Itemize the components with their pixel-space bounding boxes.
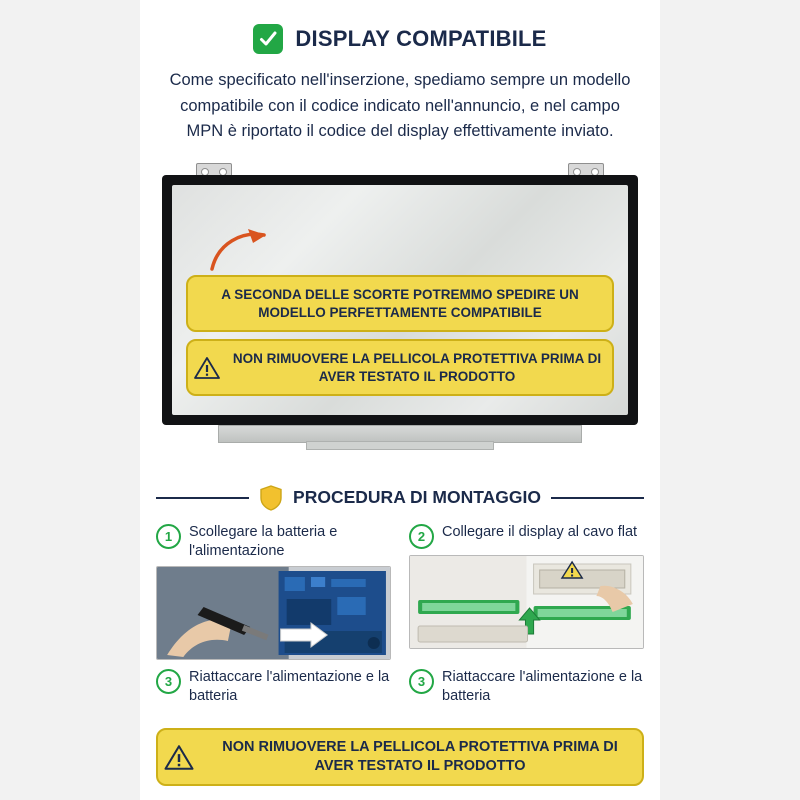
- divider-right: [551, 497, 644, 499]
- display-panel-illustration: [156, 163, 644, 463]
- page-title: DISPLAY COMPATIBILE: [295, 26, 547, 51]
- check-icon: [253, 24, 283, 54]
- warning-triangle-icon: [194, 356, 220, 380]
- step-3-left: [156, 668, 391, 706]
- step-3-left-text: Riattaccare l'alimentazione e la batteria: [189, 669, 390, 705]
- callout-stock-compatible: A SECONDA DELLE SCORTE POTREMMO SPEDIRE UN MODELLO PERFETTAMENTE COMPATIBILE: [186, 275, 614, 333]
- step-2-text: Collegare il display al cavo flat: [442, 523, 638, 540]
- step-1: [156, 523, 391, 561]
- flat-cable-connector-photo: [409, 555, 644, 649]
- right-gray-band: [660, 0, 800, 800]
- left-gray-band: [0, 0, 140, 800]
- step-1-number: 1: [156, 524, 181, 549]
- step-3-right-number: 3: [409, 669, 434, 694]
- footer-warning-banner: [156, 728, 644, 786]
- footer-warning-text: NON RIMUOVERE LA PELLICOLA PROTETTIVA PRIMA DI AVER TESTATO IL PRODOTTO: [222, 739, 618, 775]
- laptop-internals-screwdriver-photo: [156, 566, 391, 660]
- shield-icon: [259, 485, 283, 511]
- content-column: [140, 0, 660, 800]
- header: [140, 0, 660, 54]
- step-1-text: Scollegare la batteria e l'alimentazione: [189, 523, 338, 559]
- procedure-header: [156, 485, 644, 511]
- procedure-steps: [156, 523, 644, 712]
- step-3-right: [409, 668, 644, 706]
- callout-protective-film: [186, 339, 614, 397]
- step-2-number: 2: [409, 524, 434, 549]
- divider-left: [156, 497, 249, 499]
- step-2: [409, 523, 644, 549]
- step-3-right-text: Riattaccare l'alimentazione e la batteria: [442, 669, 643, 705]
- panel-foot: [306, 441, 494, 450]
- step-3-left-number: 3: [156, 669, 181, 694]
- procedure-title: PROCEDURA DI MONTAGGIO: [293, 487, 541, 508]
- warning-triangle-icon: [164, 744, 194, 771]
- intro-text: Come specificato nell'inserzione, spediamo sempre un modello compatibile con il codice indicato nell'annuncio, e nel campo MPN è riportato il codice del display effettivamente inviato.: [169, 71, 631, 141]
- curved-arrow-icon: [208, 225, 278, 273]
- callout-protective-film-text: NON RIMUOVERE LA PELLICOLA PROTETTIVA PRIMA DI AVER TESTATO IL PRODOTTO: [232, 350, 602, 384]
